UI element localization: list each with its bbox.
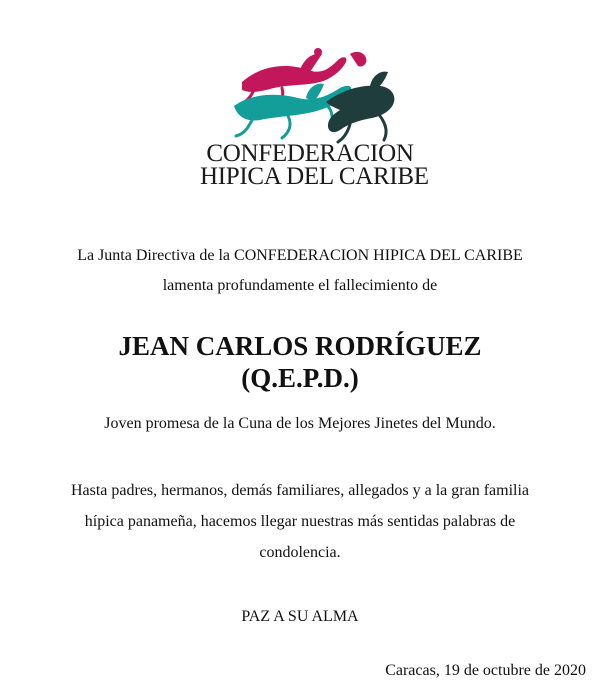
deceased-name: JEAN CARLOS RODRÍGUEZ (118, 331, 482, 361)
qepd-label: (Q.E.P.D.) (241, 363, 359, 393)
place-date: Caracas, 19 de octubre de 2020 (385, 662, 586, 679)
condolence-line-3: condolencia. (259, 544, 341, 561)
intro-line-2: lamenta profundamente el fallecimiento de (162, 277, 438, 294)
logo-text-line1: CONFEDERACION (206, 140, 414, 167)
racing-horses-logo-icon (230, 44, 400, 144)
tribute-line: Joven promesa de la Cuna de los Mejores Jinetes del Mundo. (104, 415, 496, 432)
intro-line-1: La Junta Directiva de la CONFEDERACION HIPICA DEL CARIBE (77, 247, 523, 264)
condolence-line-1: Hasta padres, hermanos, demás familiares, allegados y a la gran familia (70, 482, 530, 499)
closing-line: PAZ A SU ALMA (241, 608, 359, 625)
logo-text-line2: HIPICA DEL CARIBE (200, 163, 429, 190)
condolence-line-2: hípica panameña, hacemos llegar nuestras más sentidas palabras de (84, 513, 516, 530)
organization-logo (200, 40, 429, 190)
